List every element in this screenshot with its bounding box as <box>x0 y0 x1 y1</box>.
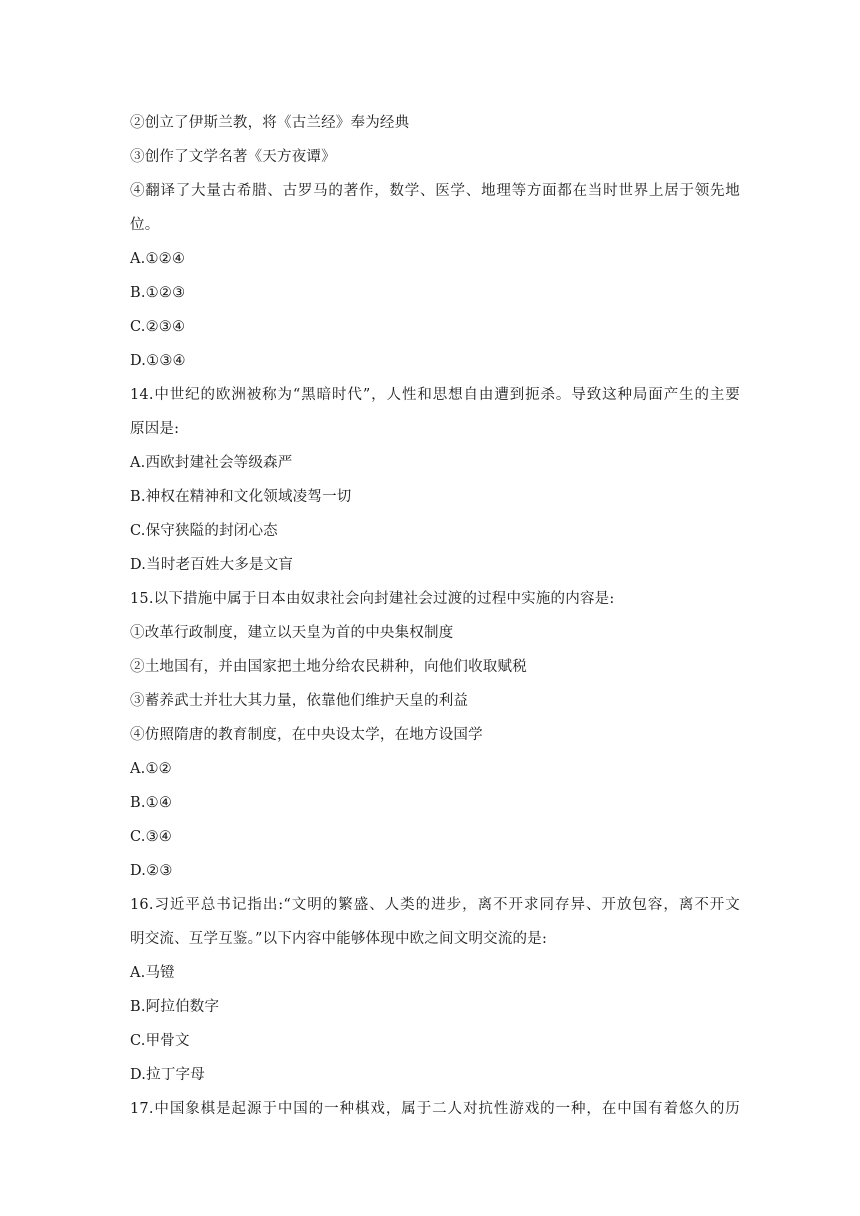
option-line: B.阿拉伯数字 <box>130 999 220 1015</box>
text-line: ③创作了文学名著《天方夜谭》 <box>130 149 336 165</box>
option-line: C.②③④ <box>130 319 186 335</box>
option-line: A.马镫 <box>130 965 175 981</box>
option-line: B.①④ <box>130 795 173 811</box>
text-line: ④仿照隋唐的教育制度，在中央设太学，在地方设国学 <box>130 727 483 743</box>
option-line: D.拉丁字母 <box>130 1067 205 1083</box>
question-line: 17.中国象棋是起源于中国的一种棋戏，属于二人对抗性游戏的一种，在中国有着悠久的历 <box>130 1101 740 1117</box>
option-line: B.①②③ <box>130 285 186 301</box>
text-line: ③蓄养武士并壮大其力量，依靠他们维护天皇的利益 <box>130 693 469 709</box>
question-line: 15.以下措施中属于日本由奴隶社会向封建社会过渡的过程中实施的内容是: <box>130 591 615 607</box>
option-line: A.西欧封建社会等级森严 <box>130 455 293 471</box>
option-line: D.当时老百姓大多是文盲 <box>130 557 294 573</box>
option-line: A.①②④ <box>130 251 186 267</box>
text-line: 位。 <box>130 217 160 233</box>
text-line: ②土地国有，并由国家把土地分给农民耕种，向他们收取赋税 <box>130 659 527 675</box>
question-line: 明交流、互学互鉴。”以下内容中能够体现中欧之间文明交流的是: <box>130 931 548 947</box>
option-line: D.②③ <box>130 863 173 879</box>
option-line: A.①② <box>130 761 172 777</box>
option-line: C.甲骨文 <box>130 1033 190 1049</box>
text-line: ④翻译了大量古希腊、古罗马的著作，数学、医学、地理等方面都在当时世界上居于领先地 <box>130 183 740 199</box>
question-line: 原因是: <box>130 421 180 437</box>
option-line: C.③④ <box>130 829 172 845</box>
question-line: 16.习近平总书记指出:“文明的繁盛、人类的进步，离不开求同存异、开放包容，离不开文 <box>130 897 740 913</box>
document-body <box>130 106 740 1126</box>
text-line: ②创立了伊斯兰教，将《古兰经》奉为经典 <box>130 115 410 131</box>
text-line: ①改革行政制度，建立以天皇为首的中央集权制度 <box>130 625 454 641</box>
option-line: B.神权在精神和文化领域凌驾一切 <box>130 489 352 505</box>
option-line: C.保守狭隘的封闭心态 <box>130 523 278 539</box>
question-line: 14.中世纪的欧洲被称为“黑暗时代”，人性和思想自由遭到扼杀。导致这种局面产生的主要 <box>130 387 740 403</box>
option-line: D.①③④ <box>130 353 186 369</box>
